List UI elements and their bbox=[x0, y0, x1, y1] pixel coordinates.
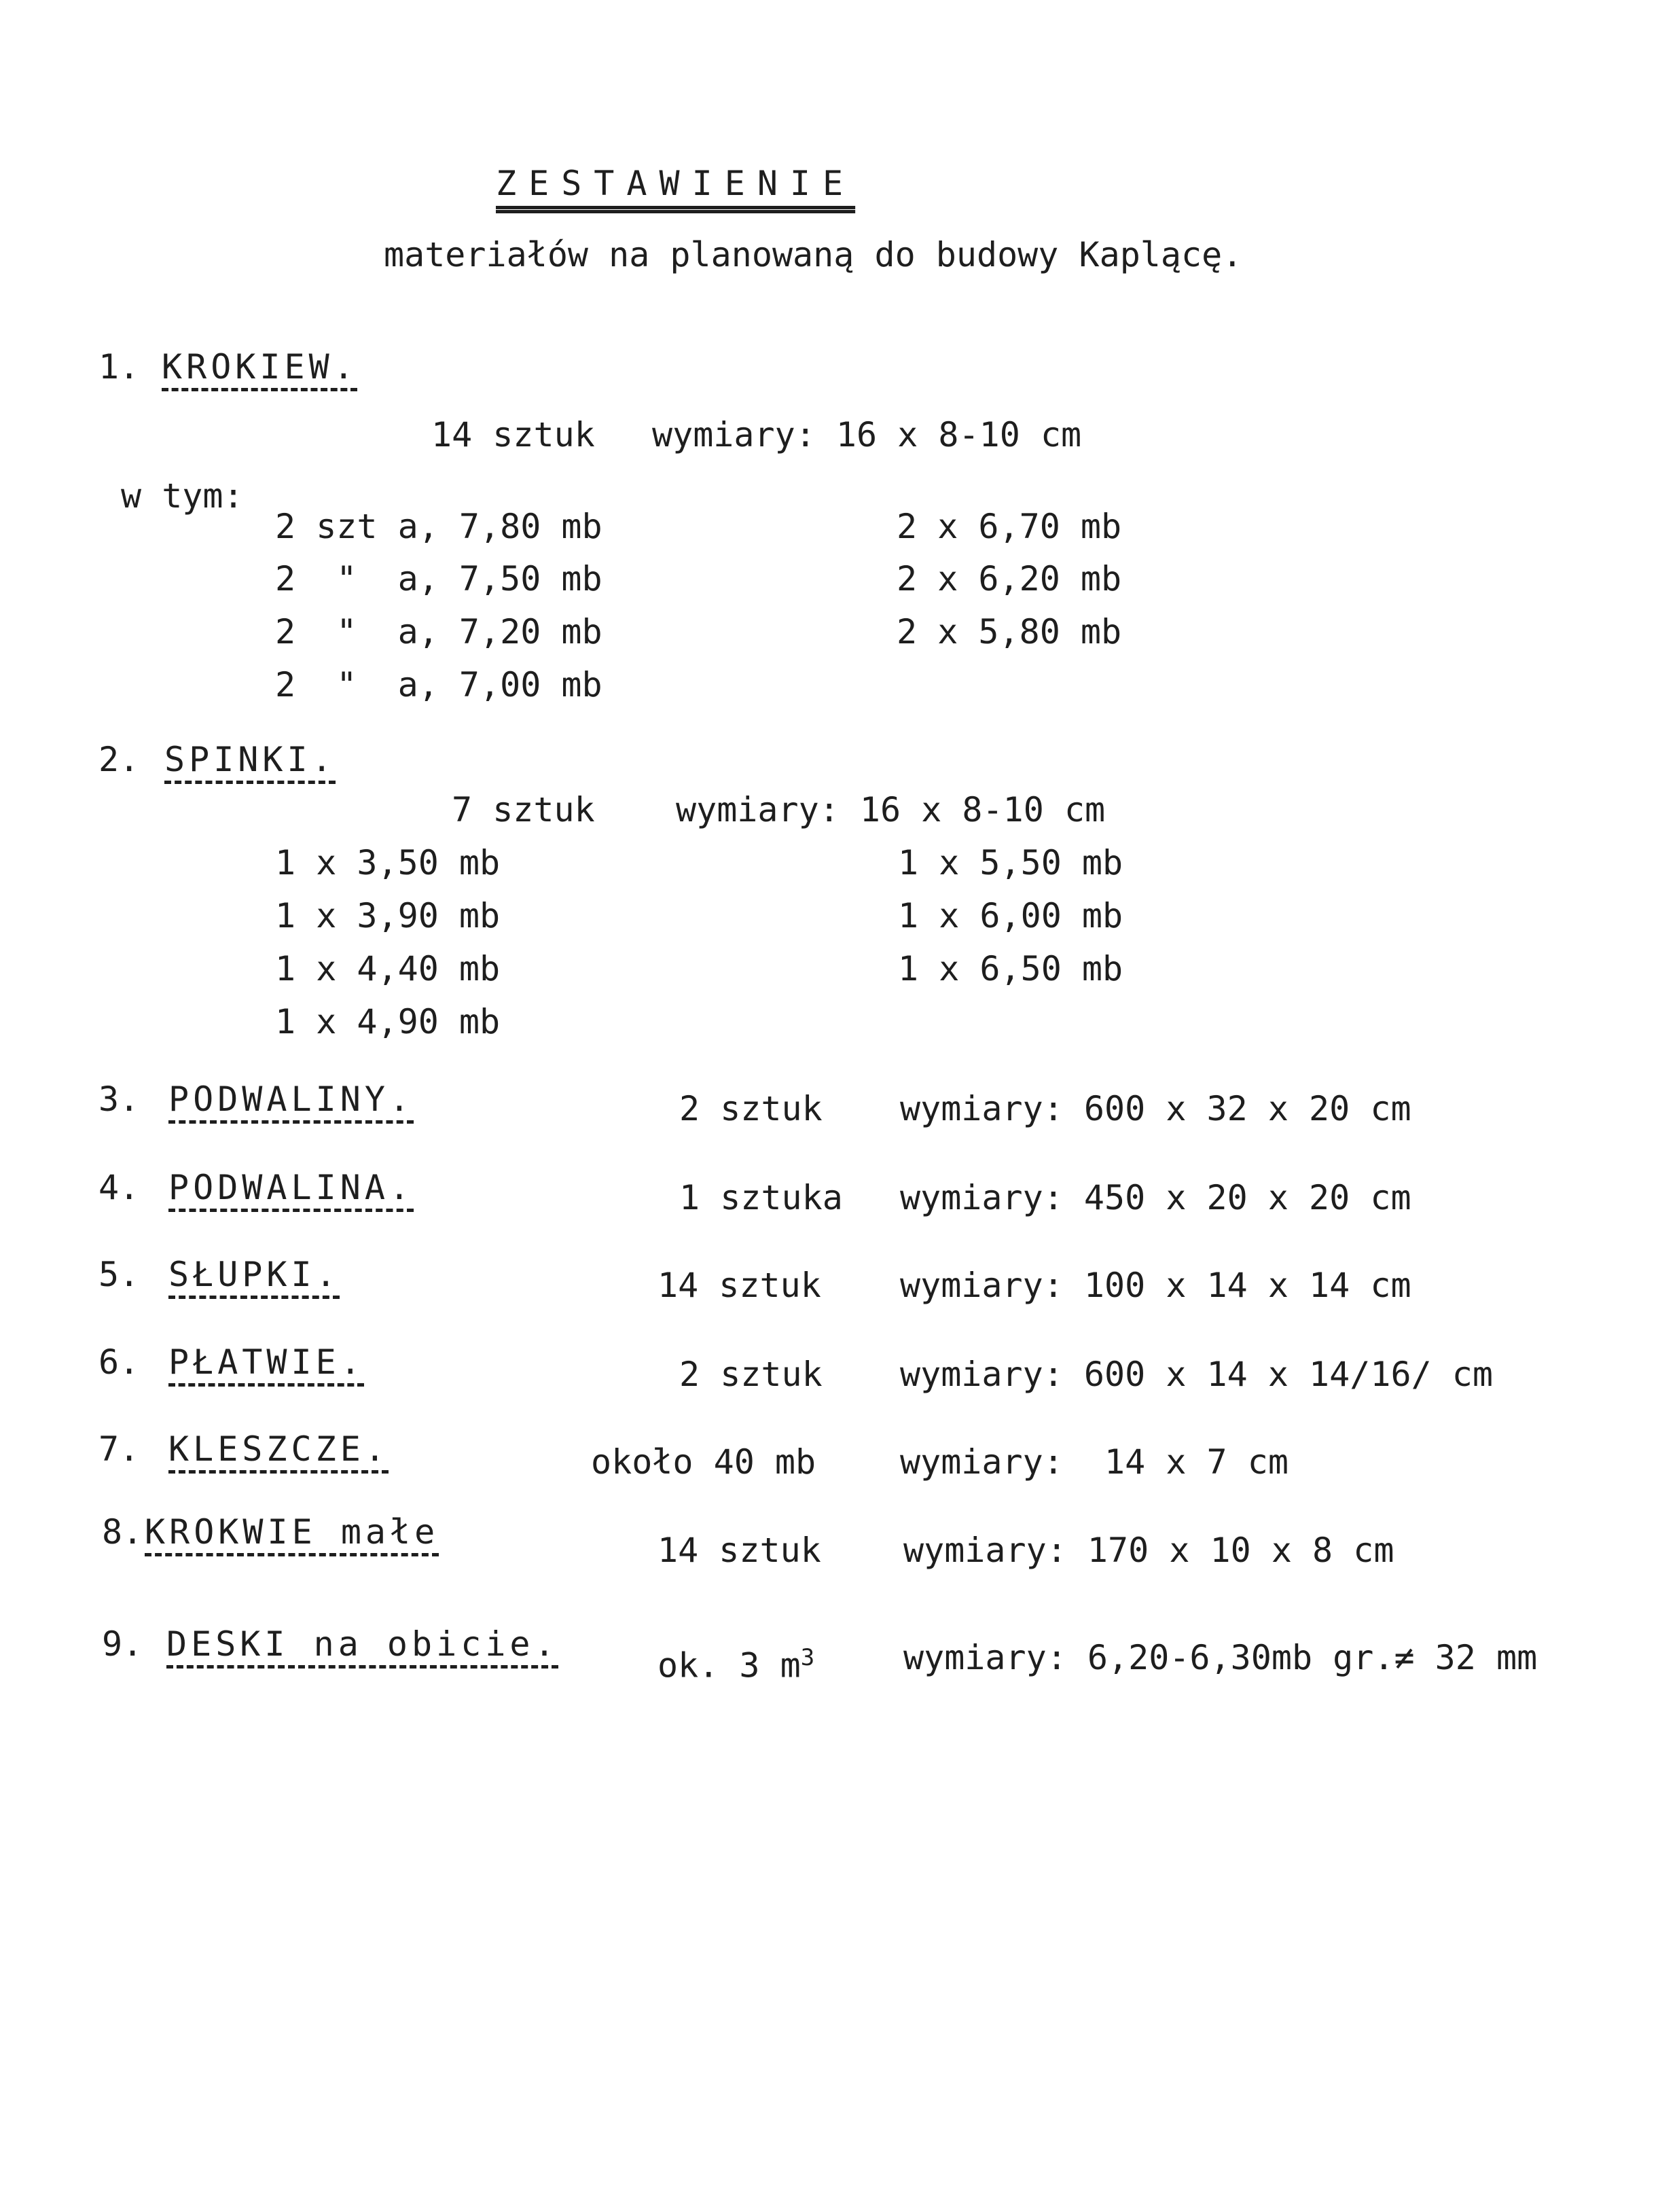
item-3-number: 3. bbox=[98, 1080, 140, 1119]
item-6-dims: wymiary: 600 x 14 x 14/16/ cm bbox=[900, 1355, 1493, 1394]
item-3-name: PODWALINY. bbox=[168, 1080, 414, 1119]
item-3-quantity: 2 sztuk bbox=[679, 1089, 823, 1128]
item-2-detail-left-4: 1 x 4,90 mb bbox=[275, 1002, 501, 1041]
item-6-quantity: 2 sztuk bbox=[679, 1355, 823, 1394]
item-1-detail-left-4: 2 " a, 7,00 mb bbox=[275, 665, 602, 704]
item-7-number: 7. bbox=[98, 1429, 140, 1469]
item-9-name: DESKI na obicie. bbox=[166, 1624, 559, 1664]
item-2-number: 2. bbox=[98, 740, 140, 779]
item-3-dims: wymiary: 600 x 32 x 20 cm bbox=[900, 1089, 1411, 1128]
document-subtitle: materiałów na planowaną do budowy Kaplącę. bbox=[384, 235, 1243, 274]
item-4-quantity: 1 sztuka bbox=[679, 1178, 843, 1217]
item-2-detail-right-3: 1 x 6,50 mb bbox=[898, 949, 1123, 988]
item-2-name: SPINKI. bbox=[164, 740, 336, 779]
document-title: ZESTAWIENIE bbox=[496, 164, 856, 203]
item-7-name: KLESZCZE. bbox=[168, 1429, 389, 1469]
item-5-quantity: 14 sztuk bbox=[657, 1266, 821, 1305]
item-8-name: KROKWIE małe bbox=[145, 1512, 439, 1552]
item-1-number: 1. bbox=[98, 347, 140, 387]
item-8-dims: wymiary: 170 x 10 x 8 cm bbox=[903, 1531, 1394, 1570]
item-1-name: KROKIEW. bbox=[162, 347, 358, 387]
item-5-number: 5. bbox=[98, 1255, 140, 1294]
item-9-quantity bbox=[657, 1637, 814, 1686]
item-1-detail-left-2: 2 " a, 7,50 mb bbox=[275, 559, 602, 599]
item-2-detail-left-3: 1 x 4,40 mb bbox=[275, 949, 501, 988]
item-8-number: 8. bbox=[102, 1512, 143, 1552]
item-1-count: 14 sztuk bbox=[431, 415, 595, 454]
item-1-detail-right-3: 2 x 5,80 mb bbox=[897, 612, 1122, 652]
item-8-quantity: 14 sztuk bbox=[657, 1531, 821, 1570]
item-2-detail-right-2: 1 x 6,00 mb bbox=[898, 896, 1123, 935]
item-9-dims: wymiary: 6,20-6,30mb gr.≠ 32 mm bbox=[903, 1638, 1538, 1677]
item-9-quantity-exponent: 3 bbox=[800, 1644, 815, 1671]
item-4-dims: wymiary: 450 x 20 x 20 cm bbox=[900, 1178, 1411, 1217]
item-2-count: 7 sztuk bbox=[452, 790, 595, 830]
item-1-detail-right-1: 2 x 6,70 mb bbox=[897, 507, 1122, 546]
item-4-name: PODWALINA. bbox=[168, 1168, 414, 1207]
item-1-dims: wymiary: 16 x 8-10 cm bbox=[652, 415, 1082, 454]
item-9-quantity-text: ok. 3 m bbox=[657, 1645, 801, 1685]
item-7-dims: wymiary: 14 x 7 cm bbox=[900, 1442, 1288, 1482]
item-5-dims: wymiary: 100 x 14 x 14 cm bbox=[900, 1266, 1411, 1305]
item-1-detail-left-1: 2 szt a, 7,80 mb bbox=[275, 507, 602, 546]
item-1-detail-left-3: 2 " a, 7,20 mb bbox=[275, 612, 602, 652]
item-5-name: SŁUPKI. bbox=[168, 1255, 340, 1294]
item-6-name: PŁATWIE. bbox=[168, 1342, 365, 1382]
item-1-detail-right-2: 2 x 6,20 mb bbox=[897, 559, 1122, 599]
item-1-intro: w tym: bbox=[121, 476, 244, 516]
item-7-quantity: około 40 mb bbox=[591, 1442, 816, 1482]
item-2-detail-left-2: 1 x 3,90 mb bbox=[275, 896, 501, 935]
item-2-detail-left-1: 1 x 3,50 mb bbox=[275, 843, 501, 882]
item-6-number: 6. bbox=[98, 1342, 140, 1382]
item-4-number: 4. bbox=[98, 1168, 140, 1207]
item-9-number: 9. bbox=[102, 1624, 143, 1664]
item-2-detail-right-1: 1 x 5,50 mb bbox=[898, 843, 1123, 882]
item-2-dims: wymiary: 16 x 8-10 cm bbox=[676, 790, 1106, 830]
